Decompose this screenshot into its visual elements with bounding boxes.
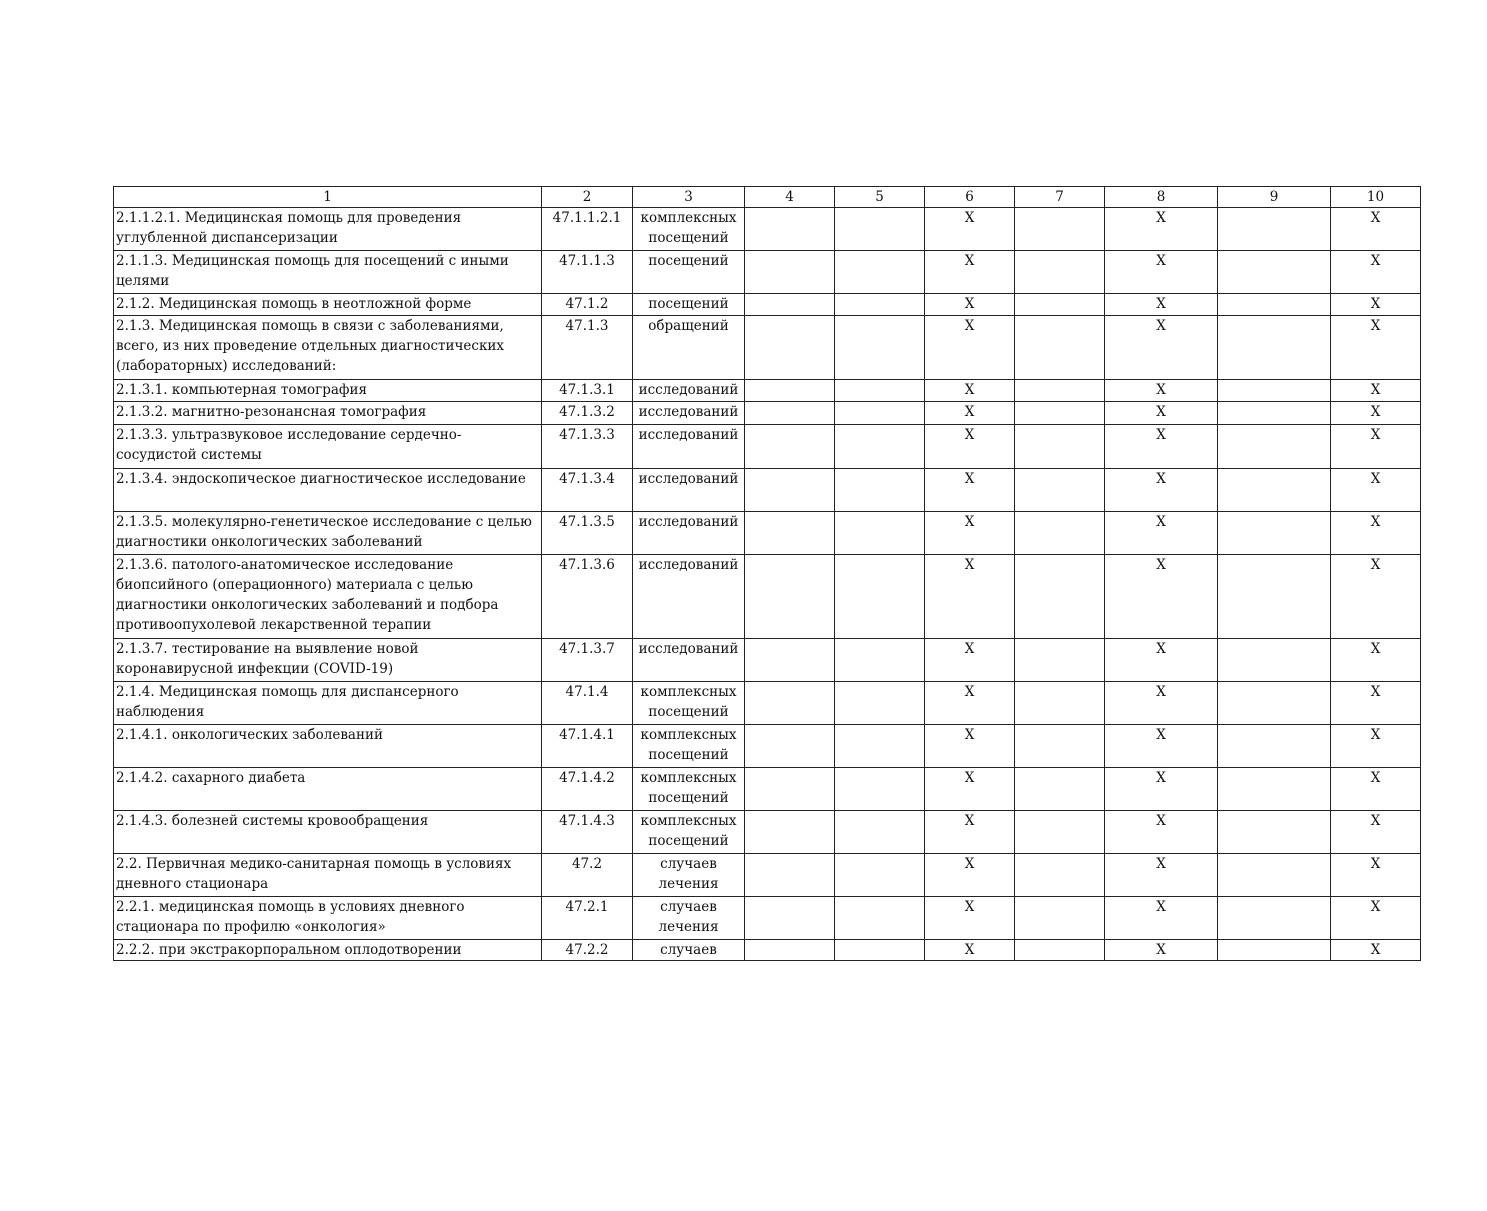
mark-cell: Х [1105, 725, 1218, 768]
row-code-cell: 47.1.3.3 [542, 425, 633, 469]
mark-cell: Х [1105, 251, 1218, 294]
empty-cell [1218, 512, 1331, 555]
empty-cell [1218, 897, 1331, 940]
mark-cell: Х [1331, 639, 1421, 682]
row-unit-cell: комплексных посещений [633, 768, 745, 811]
row-code-cell: 47.1.3.5 [542, 512, 633, 555]
empty-cell [745, 469, 835, 512]
table-row [114, 294, 1421, 316]
row-unit-cell: исследований [633, 512, 745, 555]
table-row [114, 208, 1421, 251]
empty-cell [1218, 425, 1331, 469]
row-unit-cell: комплексных посещений [633, 682, 745, 725]
row-name-cell: 2.1.1.2.1. Медицинская помощь для проведения углубленной диспансеризации [114, 208, 542, 251]
empty-cell [835, 380, 925, 402]
empty-cell [1015, 512, 1105, 555]
row-code-cell: 47.1.3 [542, 316, 633, 380]
mark-cell: Х [925, 402, 1015, 425]
empty-cell [1015, 940, 1105, 961]
header-cell: 10 [1331, 187, 1421, 208]
mark-cell: Х [1105, 682, 1218, 725]
mark-cell: Х [1331, 811, 1421, 854]
empty-cell [1015, 294, 1105, 316]
mark-cell: Х [925, 512, 1015, 555]
empty-cell [745, 402, 835, 425]
table-row [114, 854, 1421, 897]
row-unit-cell: исследований [633, 469, 745, 512]
mark-cell: Х [1331, 251, 1421, 294]
empty-cell [745, 555, 835, 639]
header-cell: 6 [925, 187, 1015, 208]
mark-cell: Х [1331, 682, 1421, 725]
table-row [114, 425, 1421, 469]
mark-cell: Х [1105, 768, 1218, 811]
row-code-cell: 47.1.3.4 [542, 469, 633, 512]
empty-cell [745, 512, 835, 555]
empty-cell [745, 854, 835, 897]
empty-cell [1218, 725, 1331, 768]
mark-cell: Х [1331, 425, 1421, 469]
row-unit-cell: посещений [633, 251, 745, 294]
row-unit-cell: комплексных посещений [633, 725, 745, 768]
empty-cell [835, 811, 925, 854]
empty-cell [835, 402, 925, 425]
row-unit-cell: случаев лечения [633, 854, 745, 897]
row-code-cell: 47.1.3.1 [542, 380, 633, 402]
mark-cell: Х [925, 208, 1015, 251]
header-cell: 4 [745, 187, 835, 208]
table-row [114, 316, 1421, 380]
empty-cell [835, 469, 925, 512]
mark-cell: Х [1331, 725, 1421, 768]
row-code-cell: 47.1.4.2 [542, 768, 633, 811]
table-row [114, 725, 1421, 768]
data-table [113, 186, 1421, 961]
mark-cell: Х [925, 811, 1015, 854]
empty-cell [1218, 682, 1331, 725]
mark-cell: Х [925, 682, 1015, 725]
empty-cell [1218, 555, 1331, 639]
row-name-cell: 2.1.3. Медицинская помощь в связи с заболеваниями, всего, из них проведение отдельных диагностических (лабораторных) исследований: [114, 316, 542, 380]
table-row [114, 380, 1421, 402]
empty-cell [1015, 380, 1105, 402]
row-name-cell: 2.1.3.1. компьютерная томография [114, 380, 542, 402]
row-name-cell: 2.2. Первичная медико-санитарная помощь в условиях дневного стационара [114, 854, 542, 897]
table-row [114, 811, 1421, 854]
empty-cell [1015, 402, 1105, 425]
empty-cell [1218, 316, 1331, 380]
empty-cell [1218, 768, 1331, 811]
empty-cell [745, 725, 835, 768]
empty-cell [835, 725, 925, 768]
empty-cell [1015, 768, 1105, 811]
empty-cell [1015, 555, 1105, 639]
row-code-cell: 47.2 [542, 854, 633, 897]
row-code-cell: 47.1.4 [542, 682, 633, 725]
row-name-cell: 2.2.2. при экстракорпоральном оплодотворении [114, 940, 542, 961]
mark-cell: Х [1331, 555, 1421, 639]
row-unit-cell: исследований [633, 425, 745, 469]
empty-cell [1218, 940, 1331, 961]
row-code-cell: 47.1.4.1 [542, 725, 633, 768]
empty-cell [1015, 725, 1105, 768]
table-row [114, 402, 1421, 425]
mark-cell: Х [1105, 512, 1218, 555]
row-code-cell: 47.1.2 [542, 294, 633, 316]
empty-cell [1218, 294, 1331, 316]
table-row [114, 768, 1421, 811]
empty-cell [745, 639, 835, 682]
row-code-cell: 47.1.4.3 [542, 811, 633, 854]
table-row [114, 682, 1421, 725]
row-code-cell: 47.2.1 [542, 897, 633, 940]
empty-cell [835, 294, 925, 316]
row-name-cell: 2.1.4.3. болезней системы кровообращения [114, 811, 542, 854]
empty-cell [835, 208, 925, 251]
header-cell: 1 [114, 187, 542, 208]
table-row [114, 639, 1421, 682]
empty-cell [745, 294, 835, 316]
row-unit-cell: комплексных посещений [633, 208, 745, 251]
row-name-cell: 2.1.3.7. тестирование на выявление новой коронавирусной инфекции (COVID-19) [114, 639, 542, 682]
mark-cell: Х [1105, 208, 1218, 251]
header-cell: 9 [1218, 187, 1331, 208]
mark-cell: Х [1105, 854, 1218, 897]
header-cell: 2 [542, 187, 633, 208]
mark-cell: Х [1331, 208, 1421, 251]
row-name-cell: 2.1.4. Медицинская помощь для диспансерного наблюдения [114, 682, 542, 725]
mark-cell: Х [1331, 294, 1421, 316]
table-row [114, 512, 1421, 555]
row-unit-cell: исследований [633, 555, 745, 639]
empty-cell [835, 768, 925, 811]
row-unit-cell: случаев лечения [633, 897, 745, 940]
mark-cell: Х [925, 316, 1015, 380]
mark-cell: Х [1331, 897, 1421, 940]
empty-cell [1015, 811, 1105, 854]
empty-cell [1015, 639, 1105, 682]
row-unit-cell: исследований [633, 380, 745, 402]
empty-cell [835, 425, 925, 469]
empty-cell [745, 380, 835, 402]
mark-cell: Х [925, 425, 1015, 469]
empty-cell [835, 251, 925, 294]
mark-cell: Х [1331, 512, 1421, 555]
header-cell: 8 [1105, 187, 1218, 208]
empty-cell [1015, 316, 1105, 380]
row-name-cell: 2.1.3.4. эндоскопическое диагностическое исследование [114, 469, 542, 512]
mark-cell: Х [1105, 897, 1218, 940]
mark-cell: Х [1331, 316, 1421, 380]
row-unit-cell: обращений [633, 316, 745, 380]
row-unit-cell: исследований [633, 402, 745, 425]
empty-cell [1218, 469, 1331, 512]
empty-cell [745, 208, 835, 251]
empty-cell [745, 897, 835, 940]
mark-cell: Х [925, 940, 1015, 961]
empty-cell [745, 425, 835, 469]
empty-cell [835, 940, 925, 961]
row-name-cell: 2.1.3.5. молекулярно-генетическое исследование с целью диагностики онкологических заболеваний [114, 512, 542, 555]
row-unit-cell: посещений [633, 294, 745, 316]
mark-cell: Х [1105, 555, 1218, 639]
table-row [114, 897, 1421, 940]
empty-cell [1015, 682, 1105, 725]
table-row [114, 940, 1421, 961]
mark-cell: Х [1105, 316, 1218, 380]
empty-cell [745, 768, 835, 811]
row-code-cell: 47.2.2 [542, 940, 633, 961]
empty-cell [1015, 897, 1105, 940]
mark-cell: Х [925, 854, 1015, 897]
empty-cell [1218, 380, 1331, 402]
mark-cell: Х [1105, 811, 1218, 854]
mark-cell: Х [1105, 639, 1218, 682]
header-cell: 7 [1015, 187, 1105, 208]
mark-cell: Х [925, 469, 1015, 512]
mark-cell: Х [1105, 402, 1218, 425]
mark-cell: Х [1331, 940, 1421, 961]
row-code-cell: 47.1.3.6 [542, 555, 633, 639]
row-name-cell: 2.1.3.6. патолого-анатомическое исследование биопсийного (операционного) материала с целью диагностики онкологических заболеваний и подбора противоопухолевой лекарственной терапии [114, 555, 542, 639]
row-name-cell: 2.2.1. медицинская помощь в условиях дневного стационара по профилю «онкология» [114, 897, 542, 940]
empty-cell [835, 639, 925, 682]
mark-cell: Х [925, 555, 1015, 639]
row-unit-cell: случаев [633, 940, 745, 961]
row-name-cell: 2.1.3.2. магнитно-резонансная томография [114, 402, 542, 425]
table-row [114, 555, 1421, 639]
mark-cell: Х [1105, 294, 1218, 316]
header-cell: 5 [835, 187, 925, 208]
mark-cell: Х [1331, 768, 1421, 811]
mark-cell: Х [1105, 425, 1218, 469]
row-name-cell: 2.1.3.3. ультразвуковое исследование сердечно-сосудистой системы [114, 425, 542, 469]
empty-cell [1015, 854, 1105, 897]
empty-cell [1218, 811, 1331, 854]
empty-cell [1015, 469, 1105, 512]
row-code-cell: 47.1.1.2.1 [542, 208, 633, 251]
mark-cell: Х [1331, 469, 1421, 512]
empty-cell [1015, 425, 1105, 469]
mark-cell: Х [925, 380, 1015, 402]
mark-cell: Х [925, 639, 1015, 682]
empty-cell [745, 811, 835, 854]
row-name-cell: 2.1.4.1. онкологических заболеваний [114, 725, 542, 768]
table-row [114, 469, 1421, 512]
header-cell: 3 [633, 187, 745, 208]
empty-cell [835, 854, 925, 897]
mark-cell: Х [925, 897, 1015, 940]
row-unit-cell: исследований [633, 639, 745, 682]
empty-cell [1218, 402, 1331, 425]
empty-cell [1015, 251, 1105, 294]
empty-cell [1015, 208, 1105, 251]
row-code-cell: 47.1.3.2 [542, 402, 633, 425]
header-row [114, 187, 1421, 208]
mark-cell: Х [1331, 854, 1421, 897]
empty-cell [1218, 854, 1331, 897]
mark-cell: Х [925, 251, 1015, 294]
empty-cell [745, 251, 835, 294]
empty-cell [1218, 639, 1331, 682]
empty-cell [835, 555, 925, 639]
mark-cell: Х [1105, 940, 1218, 961]
empty-cell [835, 512, 925, 555]
empty-cell [745, 316, 835, 380]
row-code-cell: 47.1.3.7 [542, 639, 633, 682]
mark-cell: Х [925, 768, 1015, 811]
table-row [114, 251, 1421, 294]
row-code-cell: 47.1.1.3 [542, 251, 633, 294]
mark-cell: Х [1105, 469, 1218, 512]
row-name-cell: 2.1.1.3. Медицинская помощь для посещений с иными целями [114, 251, 542, 294]
empty-cell [745, 940, 835, 961]
mark-cell: Х [925, 725, 1015, 768]
empty-cell [1218, 251, 1331, 294]
mark-cell: Х [1331, 402, 1421, 425]
empty-cell [745, 682, 835, 725]
empty-cell [835, 682, 925, 725]
row-name-cell: 2.1.2. Медицинская помощь в неотложной форме [114, 294, 542, 316]
empty-cell [835, 897, 925, 940]
empty-cell [1218, 208, 1331, 251]
row-name-cell: 2.1.4.2. сахарного диабета [114, 768, 542, 811]
mark-cell: Х [1331, 380, 1421, 402]
mark-cell: Х [925, 294, 1015, 316]
row-unit-cell: комплексных посещений [633, 811, 745, 854]
mark-cell: Х [1105, 380, 1218, 402]
empty-cell [835, 316, 925, 380]
